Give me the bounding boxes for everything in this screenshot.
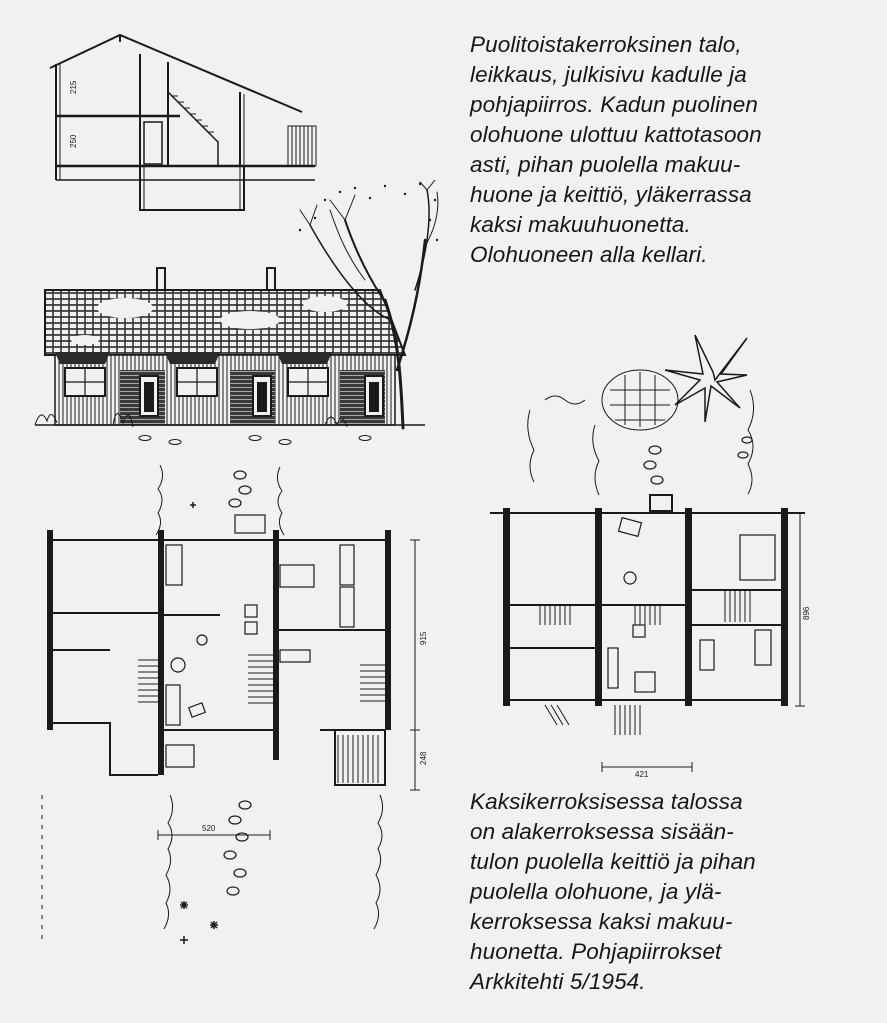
dim-upper: 215 [69, 80, 78, 94]
sun-icon [665, 335, 747, 422]
dim-width-right: 421 [635, 770, 649, 779]
dim-depth-right: 896 [802, 606, 811, 620]
dim-depth-extension: 248 [419, 751, 428, 765]
caption-bottom: Kaksikerroksisessa talossa on alakerroksessa sisään- tulon puolella keittiö ja pihan puolella olohuone, ja ylä- kerroksessa kaksi makuu- huonetta. Pohjapiirrokset Arkkitehti 5/1954. [470, 789, 756, 994]
dim-depth-main: 915 [419, 631, 428, 645]
floor-plan-left [30, 465, 450, 960]
caption-top: Puolitoistakerroksinen talo, leikkaus, julkisivu kadulle ja pohjapiirros. Kadun puolinen olohuone ulottuu kattotasoon asti, pihan puolella makuu- huone ja keittiö, yläkerrassa kaksi makuuhuonetta. Olohuoneen alla kellari. [470, 32, 762, 267]
floor-plan-right [485, 330, 815, 780]
dim-width-left: 520 [202, 824, 216, 833]
street-elevation-drawing [25, 180, 445, 455]
dim-lower: 250 [69, 134, 78, 148]
